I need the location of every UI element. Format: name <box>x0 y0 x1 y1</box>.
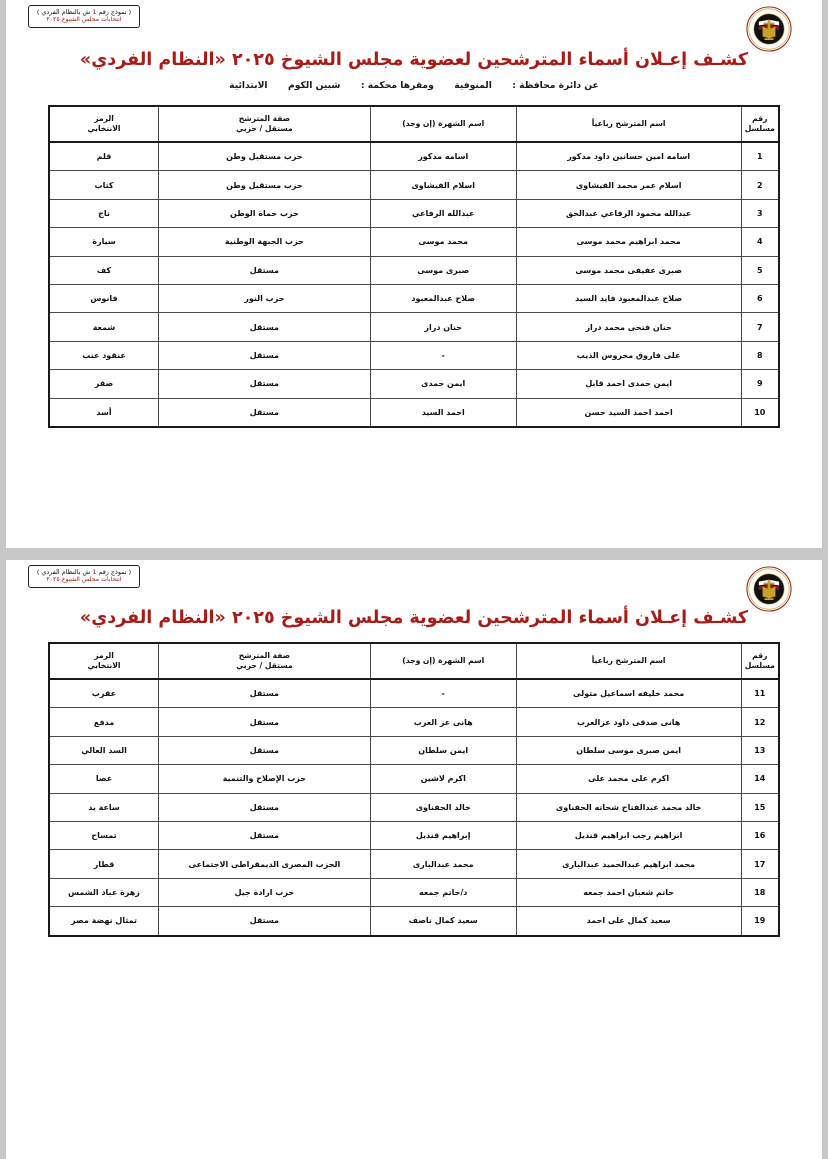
cell-name: هانى صدقى داود عزالعرب <box>516 708 741 736</box>
cell-symbol: عقرب <box>49 679 159 708</box>
document-page-1 <box>6 0 822 548</box>
cell-serial: 9 <box>741 370 779 398</box>
candidates-table-2-body <box>49 679 779 936</box>
cell-serial: 19 <box>741 907 779 936</box>
form-number-line-2 <box>31 568 137 576</box>
cell-serial: 8 <box>741 341 779 369</box>
cell-name: محمد ابراهيم عبدالحميد عبدالبارى <box>516 850 741 878</box>
cell-serial: 15 <box>741 793 779 821</box>
cell-fame: عبدالله الرفاعي <box>370 199 516 227</box>
cell-symbol: ساعة يد <box>49 793 159 821</box>
candidates-table-2 <box>48 642 780 937</box>
form-number-box-2 <box>28 565 140 588</box>
cell-fame: إبراهيم قنديل <box>370 821 516 849</box>
table-row <box>49 313 779 341</box>
document-page-2 <box>6 560 822 1159</box>
column-header-serial-line2: مسلسل <box>744 124 775 133</box>
cell-symbol: قلم <box>49 142 159 171</box>
table-row <box>49 398 779 427</box>
cell-fame: اسامه مدكور <box>370 142 516 171</box>
column-header-capacity-2-line1: صفة المترشح <box>238 650 291 660</box>
cell-symbol: عنقود عنب <box>49 341 159 369</box>
cell-serial: 5 <box>741 256 779 284</box>
court-value: شبين الكوم <box>287 80 341 91</box>
cell-serial: 1 <box>741 142 779 171</box>
cell-name: محمد ابراهيم محمد موسى <box>516 228 741 256</box>
cell-capacity: مستقل <box>159 398 371 427</box>
column-header-serial-2-line2: مسلسل <box>744 661 775 670</box>
column-header-capacity-line2: مستقل / حزبي <box>236 124 293 133</box>
form-number-prefix-2: ( نموذج رقم <box>96 568 132 576</box>
cell-name: حنان فتحى محمد دراز <box>516 313 741 341</box>
column-header-symbol-2 <box>49 643 159 679</box>
cell-capacity: مستقل <box>159 736 371 764</box>
cell-serial: 10 <box>741 398 779 427</box>
cell-fame: - <box>370 341 516 369</box>
cell-name: اسلام عمر محمد الفيشاوى <box>516 171 741 199</box>
column-header-capacity-line1: صفة المترشح <box>238 113 291 123</box>
cell-fame: محمد موسى <box>370 228 516 256</box>
table-row <box>49 793 779 821</box>
table-row <box>49 256 779 284</box>
cell-name: عبدالله محمود الرفاعي عبدالحق <box>516 199 741 227</box>
column-header-capacity <box>159 106 371 142</box>
cell-symbol: قطار <box>49 850 159 878</box>
column-header-fame-2: اسم الشهرة (إن وجد) <box>370 643 516 679</box>
cell-capacity: مستقل <box>159 370 371 398</box>
cell-name: اكرم على محمد على <box>516 765 741 793</box>
cell-serial: 3 <box>741 199 779 227</box>
column-header-symbol-line2: الانتخابي <box>87 124 121 133</box>
column-header-symbol-2-line2: الانتخابي <box>87 661 121 670</box>
cell-capacity: حزب حماة الوطن <box>159 199 371 227</box>
cell-capacity: حزب الجبهة الوطنية <box>159 228 371 256</box>
cell-fame: خالد الحفناوى <box>370 793 516 821</box>
table-row <box>49 284 779 312</box>
cell-name: حاتم شعبان احمد جمعه <box>516 878 741 906</box>
cell-name: احمد احمد السيد حسن <box>516 398 741 427</box>
form-number-suffix: ش بالنظام الفردي ) <box>36 8 93 16</box>
egypt-eagle-emblem-icon-2 <box>746 566 792 612</box>
cell-fame: ايمن سلطان <box>370 736 516 764</box>
cell-symbol: السد العالي <box>49 736 159 764</box>
cell-fame: - <box>370 679 516 708</box>
cell-fame: هانى عز العرب <box>370 708 516 736</box>
form-subtitle-line: انتخابات مجلس الشيوخ ٢٠٢٥ <box>46 16 122 23</box>
candidates-table-2-wrapper <box>6 642 822 937</box>
form-number-line <box>31 8 137 16</box>
cell-capacity: مستقل <box>159 256 371 284</box>
cell-serial: 4 <box>741 228 779 256</box>
cell-fame: محمد عبدالبارى <box>370 850 516 878</box>
cell-symbol: عصا <box>49 765 159 793</box>
form-number-value: 1 <box>92 8 97 16</box>
cell-serial: 12 <box>741 708 779 736</box>
cell-capacity: مستقل <box>159 341 371 369</box>
district-label: عن دائرة محافظة : <box>512 80 599 91</box>
column-header-name: اسم المترشح رباعياً <box>516 106 741 142</box>
table-row <box>49 850 779 878</box>
column-header-serial <box>741 106 779 142</box>
cell-capacity: مستقل <box>159 679 371 708</box>
table-row <box>49 765 779 793</box>
cell-symbol: تمثال نهضة مصر <box>49 907 159 936</box>
cell-name: سعيد كمال على احمد <box>516 907 741 936</box>
cell-name: على فاروق محروس الذيب <box>516 341 741 369</box>
table-row <box>49 370 779 398</box>
candidates-table-1-wrapper <box>6 105 822 428</box>
table-row <box>49 341 779 369</box>
candidates-table-1-body <box>49 142 779 427</box>
cell-capacity: مستقل <box>159 793 371 821</box>
page-title-2: كشـف إعـلان أسماء المترشحين لعضوية مجلس الشيوخ ٢٠٢٥ «النظام الفردي» <box>79 608 749 628</box>
column-header-serial-line1: رقم <box>752 113 768 123</box>
candidates-table-1 <box>48 105 780 428</box>
cell-symbol: صقر <box>49 370 159 398</box>
cell-serial: 18 <box>741 878 779 906</box>
cell-fame: صلاح عبدالمعبود <box>370 284 516 312</box>
cell-capacity: مستقل <box>159 821 371 849</box>
cell-name: صلاح عبدالمعبود فايد السيد <box>516 284 741 312</box>
column-header-fame: اسم الشهرة (إن وجد) <box>370 106 516 142</box>
table-row <box>49 821 779 849</box>
cell-symbol: شمعة <box>49 313 159 341</box>
egypt-eagle-emblem-icon <box>746 6 792 52</box>
column-header-symbol-2-line1: الرمز <box>94 650 114 660</box>
cell-symbol: فانوس <box>49 284 159 312</box>
form-number-prefix: ( نموذج رقم <box>96 8 132 16</box>
cell-serial: 11 <box>741 679 779 708</box>
cell-name: ايمن صبرى موسى سلطان <box>516 736 741 764</box>
table-row <box>49 708 779 736</box>
cell-name: ابراهيم رجب ابراهيم قنديل <box>516 821 741 849</box>
column-header-capacity-2-line2: مستقل / حزبي <box>236 661 293 670</box>
page-separator <box>0 548 828 560</box>
cell-symbol: كتاب <box>49 171 159 199</box>
cell-serial: 13 <box>741 736 779 764</box>
cell-capacity: حزب مستقبل وطن <box>159 171 371 199</box>
cell-capacity: حزب ارادة جيل <box>159 878 371 906</box>
cell-symbol: سيارة <box>49 228 159 256</box>
cell-fame: صبرى موسى <box>370 256 516 284</box>
cell-capacity: الحزب المصرى الديمقراطى الاجتماعى <box>159 850 371 878</box>
table-row <box>49 878 779 906</box>
column-header-symbol-line1: الرمز <box>94 113 114 123</box>
table-header-row <box>49 106 779 142</box>
column-header-serial-2 <box>741 643 779 679</box>
cell-fame: سعيد كمال ناصف <box>370 907 516 936</box>
table-row <box>49 736 779 764</box>
cell-serial: 7 <box>741 313 779 341</box>
cell-serial: 2 <box>741 171 779 199</box>
cell-name: اسامه امين حسانين داود مدكور <box>516 142 741 171</box>
page-title: كشـف إعـلان أسماء المترشحين لعضوية مجلس الشيوخ ٢٠٢٥ «النظام الفردي» <box>79 50 749 70</box>
table-row <box>49 907 779 936</box>
cell-name: محمد خليفه اسماعيل متولى <box>516 679 741 708</box>
table-row <box>49 199 779 227</box>
form-number-value-2: 1 <box>92 568 97 576</box>
column-header-symbol <box>49 106 159 142</box>
table-row <box>49 228 779 256</box>
cell-capacity: حزب مستقبل وطن <box>159 142 371 171</box>
cell-fame: اسلام الفيشاوى <box>370 171 516 199</box>
cell-fame: د/حاتم جمعه <box>370 878 516 906</box>
table-header-row-2 <box>49 643 779 679</box>
cell-name: ايمن حمدى احمد قابل <box>516 370 741 398</box>
cell-name: صبرى عفيفى محمد موسى <box>516 256 741 284</box>
cell-fame: ايمن حمدى <box>370 370 516 398</box>
cell-fame: اكرم لاشين <box>370 765 516 793</box>
cell-name: خالد محمد عبدالفتاح شحاته الحفناوى <box>516 793 741 821</box>
governorate-value: المنوفية <box>454 80 492 91</box>
form-number-suffix-2: ش بالنظام الفردي ) <box>36 568 93 576</box>
cell-capacity: مستقل <box>159 708 371 736</box>
cell-symbol: مدفع <box>49 708 159 736</box>
cell-capacity: مستقل <box>159 313 371 341</box>
table-row <box>49 679 779 708</box>
cell-serial: 16 <box>741 821 779 849</box>
table-row <box>49 171 779 199</box>
table-row <box>49 142 779 171</box>
form-number-box <box>28 5 140 28</box>
cell-symbol: تاج <box>49 199 159 227</box>
column-header-capacity-2 <box>159 643 371 679</box>
cell-serial: 6 <box>741 284 779 312</box>
cell-symbol: أسد <box>49 398 159 427</box>
cell-symbol: كف <box>49 256 159 284</box>
column-header-serial-2-line1: رقم <box>752 650 768 660</box>
cell-fame: احمد السيد <box>370 398 516 427</box>
district-subtitle <box>6 80 822 91</box>
cell-fame: حنان دراز <box>370 313 516 341</box>
court-label: ومقرها محكمة : <box>360 80 434 91</box>
cell-symbol: تمساح <box>49 821 159 849</box>
court-type-value: الابتدائية <box>229 80 268 91</box>
form-subtitle-line-2: انتخابات مجلس الشيوخ ٢٠٢٥ <box>46 576 122 583</box>
cell-serial: 17 <box>741 850 779 878</box>
cell-capacity: حزب الإصلاح والتنمية <box>159 765 371 793</box>
cell-symbol: زهرة عباد الشمس <box>49 878 159 906</box>
cell-capacity: حزب النور <box>159 284 371 312</box>
cell-capacity: مستقل <box>159 907 371 936</box>
column-header-name-2: اسم المترشح رباعياً <box>516 643 741 679</box>
cell-serial: 14 <box>741 765 779 793</box>
